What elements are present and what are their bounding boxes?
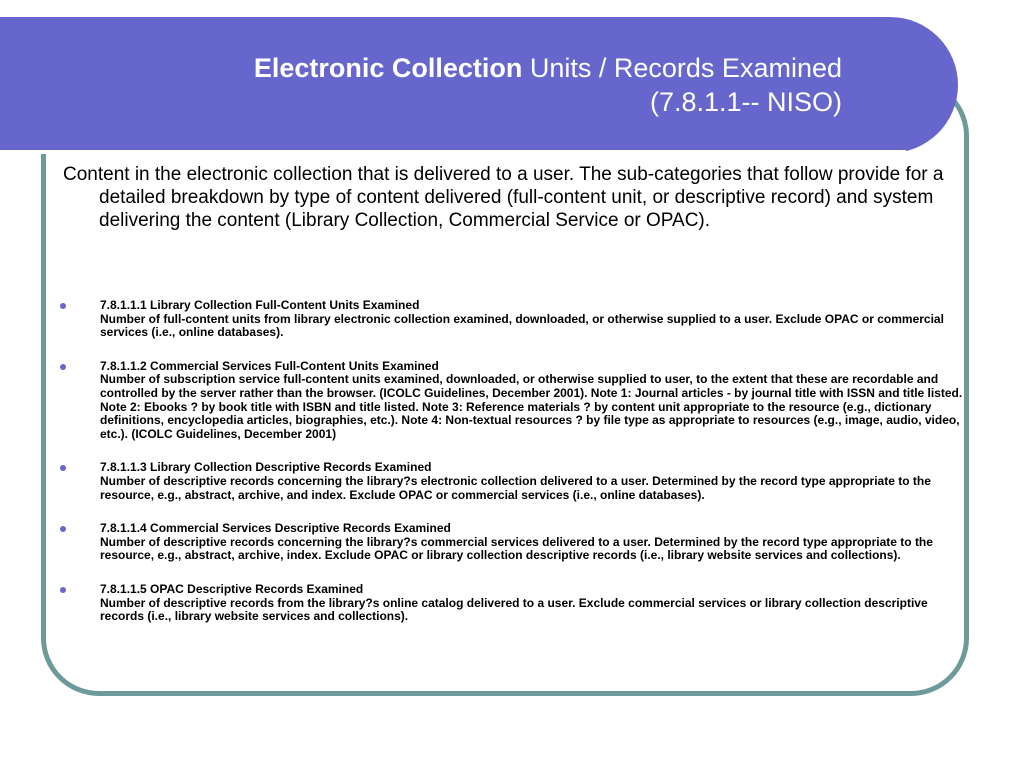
bullet-heading: 7.8.1.1.1 Library Collection Full-Content Units Examined (100, 298, 420, 312)
bullet-text: Number of descriptive records concerning the library?s electronic collection delivered to a user. Determined by the record type appropriate to the resource, e.g., abstract, archive, and index. Exclude OPAC or commercial services (i.e., online databases). (100, 473, 931, 502)
title-line-2: (7.8.1.1-- NISO) (649, 87, 842, 117)
bullet-text: Number of descriptive records concerning the library?s commercial services delivered to a user. Determined by the record type appropriate to the resource, e.g., abstract, archive, index. Exclude OPAC or library collection descriptive records (i.e., library website services and collections). (100, 534, 933, 563)
bullet-dot-icon (60, 303, 66, 309)
bullet-heading: 7.8.1.1.3 Library Collection Descriptive Records Examined (100, 460, 432, 475)
bullet-dot-icon (60, 587, 66, 593)
bullet-item-opac-descriptive-records (60, 583, 965, 624)
title-rest: Units / Records Examined (522, 53, 842, 83)
bullet-heading: 7.8.1.1.2 Commercial Services Full-Content Units Examined (100, 358, 439, 373)
bullet-heading: 7.8.1.1.5 OPAC Descriptive Records Examined (100, 581, 364, 596)
bullet-item-library-descriptive-records (60, 461, 965, 502)
bullet-item-commercial-full-content (60, 360, 965, 442)
bullet-item-library-full-content (60, 299, 965, 340)
bullet-dot-icon (60, 526, 66, 532)
intro-paragraph: Content in the electronic collection that is delivered to a user. The sub-categories that follow provide for a detailed breakdown by type of content delivered (full-content unit, or descriptive record) and system delivering the content (Library Collection, Commercial Service or OPAC). (63, 164, 944, 231)
bullet-dot-icon (60, 465, 66, 471)
bullet-text: Number of descriptive records from the library?s online catalog delivered to a user. Exclude commercial services or library collection descriptive records (i.e., library website services and collections). (100, 595, 928, 624)
bullet-list (60, 299, 965, 624)
bullet-dot-icon (60, 364, 66, 370)
bullet-text: Number of subscription service full-content units examined, downloaded, or otherwise supplied to user, to the extent that these are recordable and controlled by the server rather than the browser. (ICOLC Guidelines, December 2001). Note 1: Journal articles - by journal title with ISSN and title listed. Note 2: Ebooks ? by book title with ISBN and title listed. Note 3: Reference materials ? by content unit appropriate to the resource (e.g., dictionary definitions, encyclopedia articles, biographies, etc.). Note 4: Non-textual resources ? by file type as appropriate to resources (e.g., image, audio, video, etc.). (ICOLC Guidelines, December 2001) (100, 372, 963, 441)
title-bold: Electronic Collection (253, 53, 523, 83)
title-bar (0, 17, 958, 153)
slide-title (82, 51, 842, 119)
bullet-text: Number of full-content units from library electronic collection examined, downloaded, or otherwise supplied to a user. Exclude OPAC or commercial services (i.e., online databases). (100, 311, 944, 340)
bullet-item-commercial-descriptive-records (60, 522, 965, 563)
bullet-heading: 7.8.1.1.4 Commercial Services Descriptive Records Examined (100, 521, 451, 536)
title-underline (0, 150, 906, 154)
